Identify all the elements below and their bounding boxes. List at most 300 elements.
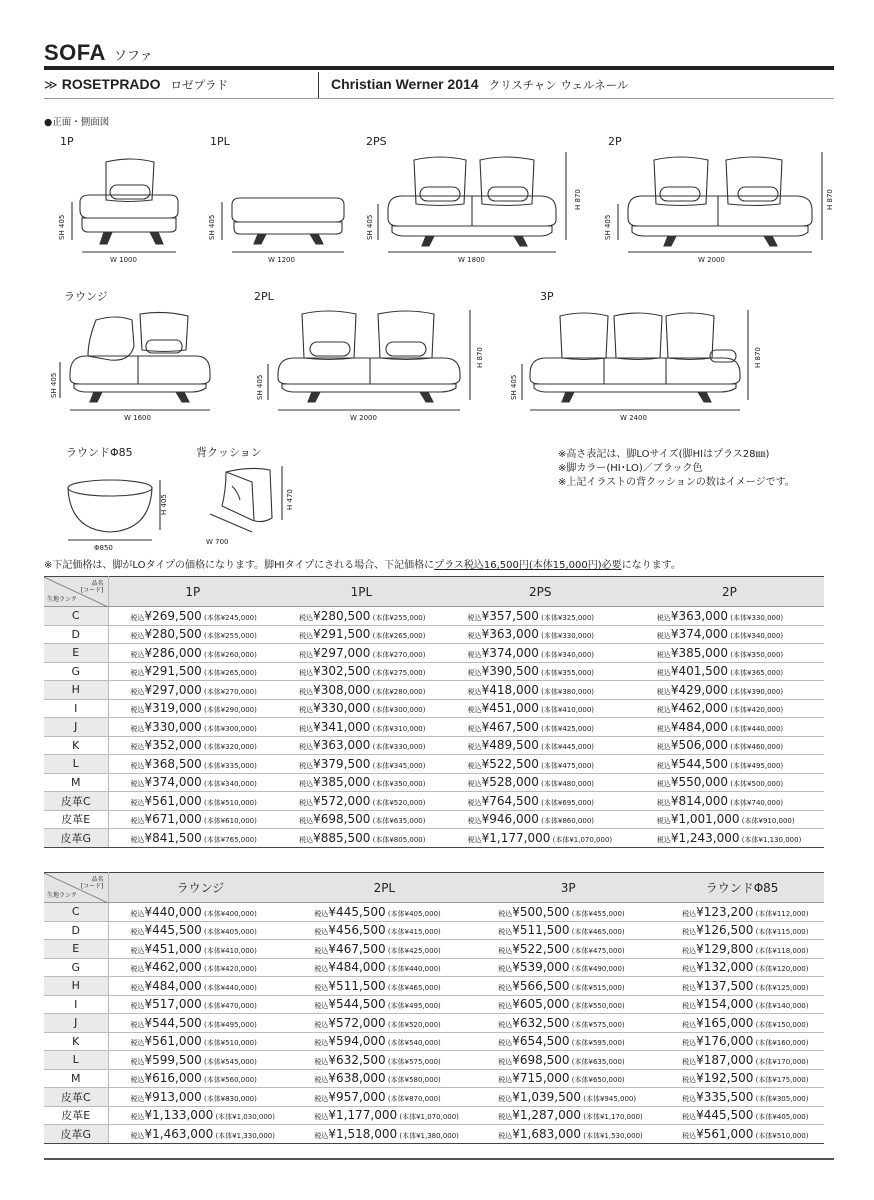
price-value: ¥291,500 [144, 664, 202, 679]
tax-in-label: 税込 [682, 1057, 697, 1066]
price-value: ¥341,000 [313, 719, 371, 734]
price-cell [476, 1069, 660, 1088]
tax-in-label: 税込 [467, 724, 482, 733]
price-value: ¥385,000 [313, 775, 371, 790]
price-value: ¥129,800 [696, 941, 754, 956]
tax-in-label: 税込 [130, 1002, 145, 1011]
fabric-rank: C [44, 607, 108, 626]
price-value: ¥467,500 [328, 941, 386, 956]
price-cell [277, 736, 446, 755]
price-value: ¥132,000 [696, 960, 754, 975]
body-price: (本体¥805,000) [370, 835, 426, 844]
tax-in-label: 税込 [130, 835, 145, 844]
diagram-label: 2PS [366, 135, 387, 148]
price-value: ¥1,177,000 [481, 830, 551, 845]
tax-in-label: 税込 [314, 1020, 329, 1029]
price-value: ¥462,000 [144, 960, 202, 975]
price-value: ¥429,000 [670, 682, 729, 697]
price-value: ¥528,000 [481, 775, 539, 790]
price-value: ¥913,000 [144, 1089, 202, 1104]
body-price: (本体¥400,000) [201, 909, 257, 918]
tax-in-label: 税込 [682, 1020, 697, 1029]
table-row [44, 921, 824, 940]
body-price: (本体¥440,000) [201, 983, 257, 992]
body-price: (本体¥455,000) [569, 909, 625, 918]
price-value: ¥539,000 [512, 960, 570, 975]
price-cell [292, 958, 476, 977]
body-price: (本体¥470,000) [201, 1002, 257, 1011]
body-price: (本体¥445,000) [538, 743, 595, 752]
price-cell [108, 1032, 292, 1051]
price-cell [108, 625, 277, 644]
price-cell [635, 810, 824, 829]
model-name-jp: ロゼプラド [170, 78, 229, 92]
price-value: ¥605,000 [512, 997, 570, 1012]
price-value: ¥841,500 [144, 830, 202, 845]
table-row [44, 662, 824, 681]
tax-in-label: 税込 [467, 687, 482, 696]
price-value: ¥456,500 [328, 923, 386, 938]
diagram-round [66, 446, 168, 552]
body-price: (本体¥320,000) [201, 743, 257, 752]
price-value: ¥363,000 [670, 608, 729, 623]
body-price: (本体¥510,000) [201, 1039, 257, 1048]
price-cell [660, 1106, 824, 1125]
dim-height: H 870 [754, 347, 762, 368]
price-cell [660, 977, 824, 996]
price-cell [277, 829, 446, 848]
body-price: (本体¥340,000) [201, 780, 257, 789]
diagram-label: ラウンジ [64, 290, 108, 303]
body-price: (本体¥330,000) [728, 613, 784, 622]
price-value: ¥330,000 [313, 701, 371, 716]
dim-seat-height: SH 405 [604, 214, 612, 240]
body-price: (本体¥365,000) [728, 669, 784, 678]
fabric-rank: G [44, 662, 108, 681]
fabric-rank: M [44, 773, 108, 792]
tax-in-label: 税込 [498, 983, 513, 992]
tax-in-label: 税込 [299, 761, 314, 770]
table-row [44, 1069, 824, 1088]
price-cell [635, 662, 824, 681]
table-row [44, 792, 824, 811]
body-price: (本体¥112,000) [753, 909, 809, 918]
body-price: (本体¥340,000) [728, 632, 784, 641]
table-row [44, 1032, 824, 1051]
price-cell [660, 1069, 824, 1088]
price-value: ¥269,500 [144, 608, 202, 623]
price-value: ¥462,000 [670, 701, 729, 716]
body-price: (本体¥635,000) [569, 1057, 625, 1066]
tax-in-label: 税込 [467, 835, 482, 844]
diagram-2pl [254, 290, 484, 422]
body-price: (本体¥475,000) [569, 946, 625, 955]
price-value: ¥363,000 [313, 738, 371, 753]
price-cell [635, 607, 824, 626]
price-cell [635, 792, 824, 811]
price-value: ¥561,000 [144, 793, 202, 808]
tax-in-label: 税込 [314, 1002, 329, 1011]
fabric-rank: M [44, 1069, 108, 1088]
price-value: ¥302,500 [313, 664, 371, 679]
diagram-label: ラウンドΦ85 [66, 446, 133, 459]
price-value: ¥572,000 [313, 793, 371, 808]
tax-in-label: 税込 [314, 1094, 329, 1103]
tax-in-label: 税込 [299, 669, 314, 678]
price-cell [108, 977, 292, 996]
price-value: ¥401,500 [670, 664, 729, 679]
table-row [44, 755, 824, 774]
body-price: (本体¥695,000) [538, 798, 595, 807]
price-cell [446, 773, 635, 792]
body-price: (本体¥390,000) [728, 687, 784, 696]
price-value: ¥544,500 [328, 997, 386, 1012]
price-table-1 [44, 576, 824, 848]
price-cell [635, 699, 824, 718]
price-cell [108, 1125, 292, 1144]
designer-name: Christian Werner 2014 [331, 76, 479, 92]
price-cell [660, 958, 824, 977]
tax-in-label: 税込 [130, 613, 145, 622]
dim-height: H 405 [160, 494, 168, 515]
price-value: ¥599,500 [144, 1052, 202, 1067]
body-price: (本体¥415,000) [385, 928, 441, 937]
tax-in-label: 税込 [314, 928, 329, 937]
tax-in-label: 税込 [656, 835, 671, 844]
tax-in-label: 税込 [682, 1002, 697, 1011]
price-cell [108, 699, 277, 718]
price-cell [476, 921, 660, 940]
diagram-2p [604, 135, 834, 264]
price-value: ¥390,500 [481, 664, 539, 679]
price-cell [108, 921, 292, 940]
price-cell [476, 958, 660, 977]
price-table-2 [44, 872, 824, 1144]
price-value: ¥484,000 [328, 960, 386, 975]
body-price: (本体¥290,000) [201, 706, 257, 715]
price-cell [277, 755, 446, 774]
tax-in-label: 税込 [656, 780, 671, 789]
price-cell [292, 1125, 476, 1144]
body-price: (本体¥335,000) [201, 761, 257, 770]
tax-in-label: 税込 [656, 687, 671, 696]
notes [558, 448, 795, 490]
body-price: (本体¥595,000) [569, 1039, 625, 1048]
price-cell [446, 662, 635, 681]
tax-in-label: 税込 [314, 1131, 329, 1140]
body-price: (本体¥265,000) [201, 669, 257, 678]
dim-width: W 2000 [350, 414, 377, 422]
price-value: ¥297,000 [144, 682, 202, 697]
price-cell [292, 977, 476, 996]
body-price: (本体¥355,000) [538, 669, 595, 678]
fabric-rank: L [44, 1051, 108, 1070]
price-value: ¥946,000 [481, 812, 539, 827]
body-price: (本体¥830,000) [201, 1094, 257, 1103]
table-row [44, 718, 824, 737]
body-price: (本体¥350,000) [728, 650, 784, 659]
price-value: ¥885,500 [313, 830, 371, 845]
price-cell [635, 773, 824, 792]
price-value: ¥544,500 [144, 1015, 202, 1030]
price-cell [446, 829, 635, 848]
tax-in-label: 税込 [498, 946, 513, 955]
price-cell [476, 1032, 660, 1051]
price-cell [277, 625, 446, 644]
column-header: 2PS [446, 577, 635, 607]
tax-in-label: 税込 [467, 706, 482, 715]
dim-width: W 1600 [124, 414, 151, 422]
price-cell [660, 940, 824, 959]
dim-seat-height: SH 405 [58, 214, 66, 240]
price-cell [277, 644, 446, 663]
price-value: ¥638,000 [328, 1071, 386, 1086]
tax-in-label: 税込 [130, 1020, 145, 1029]
price-value: ¥357,500 [481, 608, 539, 623]
tax-in-label: 税込 [130, 632, 145, 641]
body-price: (本体¥1,530,000) [581, 1131, 643, 1140]
tax-in-label: 税込 [130, 687, 145, 696]
body-price: (本体¥330,000) [538, 632, 595, 641]
body-price: (本体¥510,000) [201, 798, 257, 807]
price-cell [108, 792, 277, 811]
body-price: (本体¥410,000) [201, 946, 257, 955]
tax-in-label: 税込 [130, 1039, 145, 1048]
body-price: (本体¥910,000) [739, 817, 795, 826]
diagram-label: 1PL [210, 135, 230, 148]
tax-in-label: 税込 [314, 965, 329, 974]
diagram-label: 背クッション [196, 446, 262, 459]
tax-in-label: 税込 [314, 909, 329, 918]
column-header: 3P [476, 873, 660, 903]
body-price: (本体¥765,000) [201, 835, 257, 844]
tax-in-label: 税込 [682, 1094, 697, 1103]
corner-item-label: 品名 [91, 580, 104, 587]
note-cushion: ※上記イラストの背クッションの数はイメージです。 [558, 477, 795, 488]
tax-in-label: 税込 [130, 650, 145, 659]
body-price: (本体¥380,000) [538, 687, 595, 696]
diagram-2ps [366, 135, 582, 264]
fabric-rank: 皮革E [44, 1106, 108, 1125]
price-value: ¥126,500 [696, 923, 754, 938]
body-price: (本体¥495,000) [385, 1002, 441, 1011]
price-value: ¥500,500 [512, 904, 570, 919]
price-note [44, 556, 681, 571]
body-price: (本体¥495,000) [728, 761, 784, 770]
dim-diameter: Φ850 [94, 544, 113, 552]
price-cell [292, 995, 476, 1014]
price-cell [292, 903, 476, 922]
price-value: ¥374,000 [481, 645, 539, 660]
price-value: ¥1,287,000 [512, 1108, 581, 1123]
tax-in-label: 税込 [682, 946, 697, 955]
price-cell [635, 755, 824, 774]
tax-in-label: 税込 [130, 1131, 145, 1140]
body-price: (本体¥118,000) [753, 946, 809, 955]
corner-item-label: 品名 [91, 876, 104, 883]
tax-in-label: 税込 [314, 1113, 329, 1122]
price-value: ¥522,500 [512, 941, 570, 956]
price-cell [292, 1032, 476, 1051]
price-value: ¥192,500 [696, 1071, 754, 1086]
price-cell [108, 903, 292, 922]
table-row [44, 940, 824, 959]
body-price: (本体¥420,000) [201, 965, 257, 974]
tax-in-label: 税込 [299, 613, 314, 622]
table-row [44, 773, 824, 792]
price-cell [108, 1106, 292, 1125]
tax-in-label: 税込 [130, 1094, 145, 1103]
dim-width: W 1800 [458, 256, 485, 264]
table-row [44, 903, 824, 922]
price-value: ¥291,500 [313, 627, 371, 642]
price-value: ¥1,001,000 [670, 812, 740, 827]
price-value: ¥1,463,000 [144, 1126, 214, 1141]
price-value: ¥418,000 [481, 682, 539, 697]
corner-item [81, 580, 104, 594]
price-value: ¥445,500 [328, 904, 386, 919]
body-price: (本体¥270,000) [370, 650, 426, 659]
tax-in-label: 税込 [656, 632, 671, 641]
price-cell [108, 1088, 292, 1107]
price-cell [108, 736, 277, 755]
body-price: (本体¥440,000) [385, 965, 441, 974]
tax-in-label: 税込 [682, 965, 697, 974]
tax-in-label: 税込 [467, 761, 482, 770]
table-row [44, 681, 824, 700]
tax-in-label: 税込 [467, 817, 482, 826]
price-value: ¥467,500 [481, 719, 539, 734]
body-price: (本体¥405,000) [753, 1113, 809, 1122]
table-corner [44, 873, 108, 903]
designer-name-jp: クリスチャン ウェルネール [488, 78, 629, 92]
tax-in-label: 税込 [656, 724, 671, 733]
fabric-rank: K [44, 1032, 108, 1051]
price-value: ¥440,000 [144, 904, 202, 919]
tax-in-label: 税込 [130, 946, 145, 955]
body-price: (本体¥245,000) [201, 613, 257, 622]
tax-in-label: 税込 [656, 613, 671, 622]
price-cell [446, 810, 635, 829]
tax-in-label: 税込 [682, 1113, 697, 1122]
body-price: (本体¥1,070,000) [550, 835, 613, 844]
body-price: (本体¥520,000) [370, 798, 426, 807]
price-value: ¥374,000 [670, 627, 729, 642]
price-value: ¥308,000 [313, 682, 371, 697]
tax-in-label: 税込 [656, 706, 671, 715]
body-price: (本体¥575,000) [385, 1057, 441, 1066]
price-cell [292, 921, 476, 940]
tax-in-label: 税込 [314, 1057, 329, 1066]
price-cell [292, 1051, 476, 1070]
diagram-cushion [196, 445, 294, 546]
tax-in-label: 税込 [656, 669, 671, 678]
price-value: ¥1,683,000 [512, 1126, 581, 1141]
dim-height: H 870 [476, 347, 484, 368]
price-cell [446, 699, 635, 718]
body-price: (本体¥120,000) [753, 965, 809, 974]
body-price: (本体¥870,000) [385, 1094, 441, 1103]
tax-in-label: 税込 [656, 743, 671, 752]
fabric-rank: I [44, 995, 108, 1014]
tax-in-label: 税込 [682, 909, 697, 918]
corner-item [81, 876, 104, 890]
dim-width: W 700 [206, 538, 229, 546]
tax-in-label: 税込 [682, 1076, 697, 1085]
header-row [44, 873, 824, 903]
fabric-rank: E [44, 940, 108, 959]
price-value: ¥1,518,000 [328, 1126, 398, 1141]
fabric-rank: D [44, 921, 108, 940]
body-price: (本体¥125,000) [753, 983, 809, 992]
tax-in-label: 税込 [130, 983, 145, 992]
corner-rank-label: 生地ランク [47, 596, 77, 603]
price-value: ¥632,500 [328, 1052, 386, 1067]
fabric-rank: J [44, 1014, 108, 1033]
price-cell [660, 1125, 824, 1144]
fabric-rank: L [44, 755, 108, 774]
fabric-rank: I [44, 699, 108, 718]
corner-code-label: [コード] [80, 883, 104, 890]
price-cell [277, 607, 446, 626]
price-value: ¥506,000 [670, 738, 729, 753]
body-price: (本体¥1,170,000) [581, 1113, 643, 1122]
tax-in-label: 税込 [498, 1039, 513, 1048]
dim-width: W 2000 [698, 256, 725, 264]
dim-seat-height: SH 405 [256, 374, 264, 400]
corner-code-label: [コード] [80, 587, 104, 594]
price-value: ¥517,000 [144, 997, 202, 1012]
price-cell [277, 792, 446, 811]
body-price: (本体¥540,000) [385, 1039, 441, 1048]
tax-in-label: 税込 [656, 798, 671, 807]
price-value: ¥137,500 [696, 978, 754, 993]
price-cell [108, 810, 277, 829]
fabric-rank: C [44, 903, 108, 922]
body-price: (本体¥115,000) [753, 928, 809, 937]
dim-height: H 870 [574, 189, 582, 210]
tax-in-label: 税込 [299, 798, 314, 807]
price-value: ¥511,500 [512, 923, 570, 938]
page-title-jp: ソファ [113, 49, 153, 64]
price-cell [108, 718, 277, 737]
body-price: (本体¥310,000) [370, 724, 426, 733]
body-price: (本体¥425,000) [385, 946, 441, 955]
body-price: (本体¥420,000) [728, 706, 784, 715]
body-price: (本体¥740,000) [728, 798, 784, 807]
tax-in-label: 税込 [682, 983, 697, 992]
price-value: ¥572,000 [328, 1015, 386, 1030]
tax-in-label: 税込 [130, 817, 145, 826]
tax-in-label: 税込 [299, 706, 314, 715]
price-cell [635, 718, 824, 737]
tax-in-label: 税込 [299, 743, 314, 752]
price-cell [108, 958, 292, 977]
body-price: (本体¥280,000) [370, 687, 426, 696]
price-cell [446, 625, 635, 644]
price-cell [108, 681, 277, 700]
table-row [44, 977, 824, 996]
price-value: ¥484,000 [144, 978, 202, 993]
price-cell [476, 1088, 660, 1107]
table-row [44, 607, 824, 626]
body-price: (本体¥425,000) [538, 724, 595, 733]
body-price: (本体¥545,000) [201, 1057, 257, 1066]
body-price: (本体¥520,000) [385, 1020, 441, 1029]
price-value: ¥561,000 [696, 1126, 754, 1141]
price-value: ¥698,500 [512, 1052, 570, 1067]
body-price: (本体¥575,000) [569, 1020, 625, 1029]
